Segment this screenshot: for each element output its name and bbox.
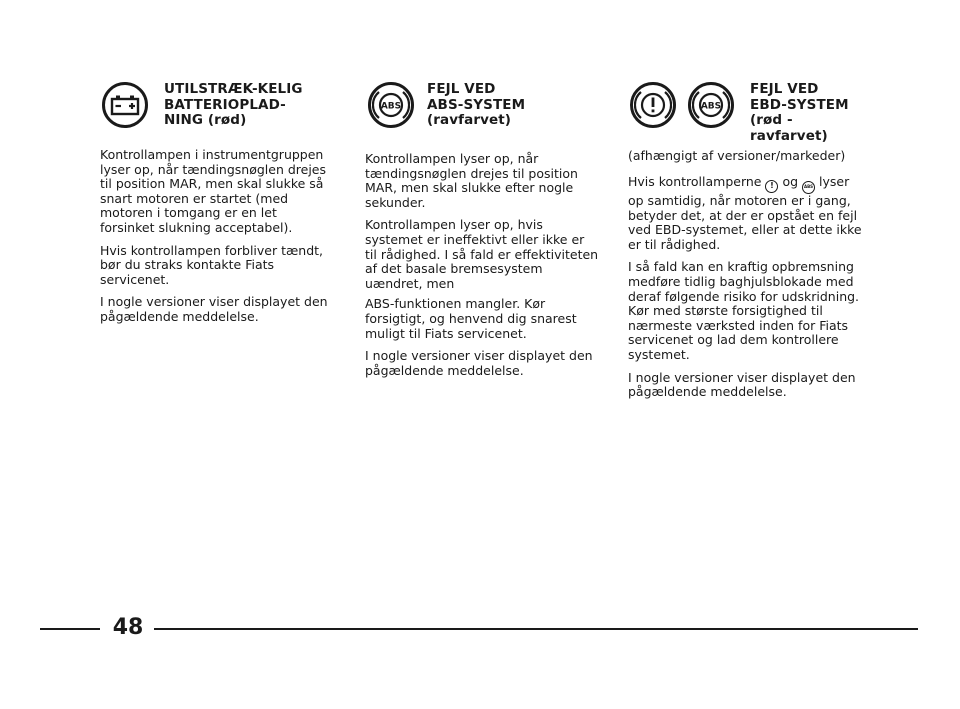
paragraph: I så fald kan en kraftig opbremsning medføre tidlig baghjulsblokade med deraf følgende risiko for udskridning. Kør med største forsigtighed til nærmeste værksted inden for Fiats servicenet og lad dem kontrollere systemet. [628,259,860,362]
section-heading [750,82,849,144]
footer-rule-right [154,628,918,630]
abs-icon: ABS [802,181,815,194]
page-footer [40,614,918,642]
heading-line: FEJL VED [427,81,496,97]
paragraph: I nogle versioner viser displayet den pågældende meddelelse. [628,369,856,400]
paragraph-text: lyser op samtidig, når motoren er i gang, betyder det, at der er opstået en fejl ved EBD-systemet, eller at dette ikke er til rådighed. [628,174,862,252]
abs-icon [368,82,414,128]
section-body [628,148,868,408]
heading-line: EBD-SYSTEM [750,96,849,113]
heading-line: (ravfarvet) [427,112,512,128]
heading-line: FEJL VED [750,81,819,97]
section-heading [427,82,525,129]
heading-line: ravfarvet) [750,127,828,144]
heading-line: (rød - [750,112,793,128]
paragraph: I nogle versioner viser displayet den pågældende meddelelse. [100,294,328,324]
paragraph: Kontrollampen lyser op, når tændingsnøglen drejes til position MAR, men skal slukke efter nogle sekunder. [365,151,578,210]
brake-warning-icon [630,82,676,128]
paragraph [628,175,868,252]
heading-line: UTILSTRÆK-KELIG [164,81,303,97]
paragraph-text: Hvis kontrollamperne [628,174,762,189]
paragraph: Kontrollampen lyser op, hvis systemet er ineffektivt eller ikke er til rådighed. I så fald er effektiviteten af det basale bremsesystem uændret, men [365,217,599,291]
footer-rule-left [40,628,100,630]
paragraph: Hvis kontrollampen forbliver tændt, bør du straks kontakte Fiats servicenet. [100,242,324,287]
heading-line: ABS-SYSTEM [427,96,526,113]
abs-icon-label: ABS [380,101,402,112]
paragraph: ABS-funktionen mangler. Kør forsigtigt, og henvend dig snarest muligt til Fiats servicenet. [365,296,577,341]
battery-icon [102,82,148,128]
section-body [100,148,330,333]
section-body [365,152,600,386]
paragraph: Kontrollampen i instrumentgruppen lyser op, når tændingsnøglen drejes til position MAR, men skal slukke så snart motoren er startet (med motoren i tomgang er en let forsinket slukning acceptabel). [100,147,327,235]
heading-line: NING (rød) [164,112,247,128]
abs-icon-label: ABS [700,101,722,112]
section-subtitle: (afhængigt af versioner/markeder) [628,148,846,163]
paragraph-text: og [782,174,799,189]
abs-icon [688,82,734,128]
brake-warning-icon: ! [765,180,778,193]
page-number: 48 [112,615,144,640]
section-heading [164,82,303,129]
heading-line: BATTERIOPLAD- [164,96,286,113]
paragraph: I nogle versioner viser displayet den pågældende meddelelse. [365,348,593,378]
